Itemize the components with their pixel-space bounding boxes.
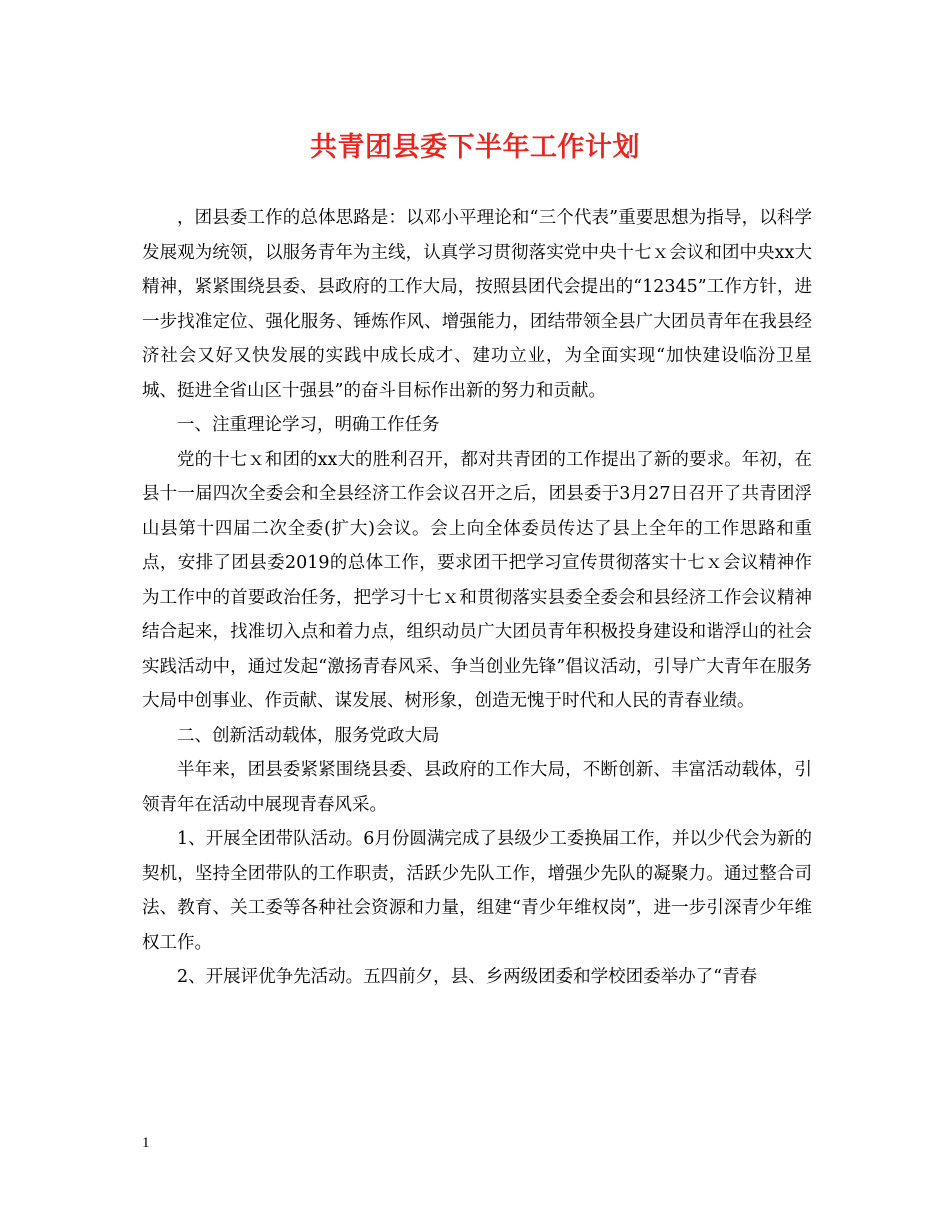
paragraph-item-2: 2、开展评优争先活动。五四前夕，县、乡两级团委和学校团委举办了“青春 <box>177 967 758 987</box>
page-number: 1 <box>142 1135 150 1151</box>
paragraph-half-year: 半年来，团县委紧紧围绕县委、县政府的工作大局，不断创新、丰富活动载体，引领青年在活动中展现青春风采。 <box>142 760 812 815</box>
paragraph-theory-study: 党的十七ｘ和团的xx大的胜利召开，都对共青团的工作提出了新的要求。年初，在县十一届四次全委会和全县经济工作会议召开之后，团县委于3月27日召开了共青团浮山县第十四届二次全委(扩大)会议。会上向全体委员传达了县上全年的工作思路和重点，安排了团县委2019的总体工作，要求团干把学习宣传贯彻落实十七ｘ会议精神作为工作中的首要政治任务，把学习十七ｘ和贯彻落实县委全委会和县经济工作会议精神结合起来，找准切入点和着力点，组织动员广大团员青年积极投身建设和谐浮山的社会实践活动中，通过发起“激扬青春风采、争当创业先锋”倡议活动，引导广大青年在服务大局中创事业、作贡献、谋发展、树形象，创造无愧于时代和人民的青春业绩。 <box>142 449 812 711</box>
section-heading-2: 二、创新活动载体，服务党政大局 <box>177 725 440 746</box>
document-title: 共青团县委下半年工作计划 <box>310 132 640 163</box>
document-body <box>142 201 812 995</box>
paragraph-item-1: 1、开展全团带队活动。6月份圆满完成了县级少工委换届工作，并以少代会为新的契机，坚持全团带队的工作职责，活跃少先队工作，增强少先队的凝聚力。通过整合司法、教育、关工委等各种社会资源和力量，组建“青少年维权岗”，进一步引深青少年维权工作。 <box>142 829 812 953</box>
paragraph-intro: ，团县委工作的总体思路是：以邓小平理论和“三个代表”重要思想为指导，以科学发展观为统领，以服务青年为主线，认真学习贯彻落实党中央十七ｘ会议和团中央xx大精神，紧紧围绕县委、县政府的工作大局，按照县团代会提出的“12345”工作方针，进一步找准定位、强化服务、锤炼作风、增强能力，团结带领全县广大团员青年在我县经济社会又好又快发展的实践中成长成才、建功立业，为全面实现“加快建设临汾卫星城、挺进全省山区十强县”的奋斗目标作出新的努力和贡献。 <box>142 208 812 401</box>
section-heading-1: 一、注重理论学习，明确工作任务 <box>177 415 440 435</box>
